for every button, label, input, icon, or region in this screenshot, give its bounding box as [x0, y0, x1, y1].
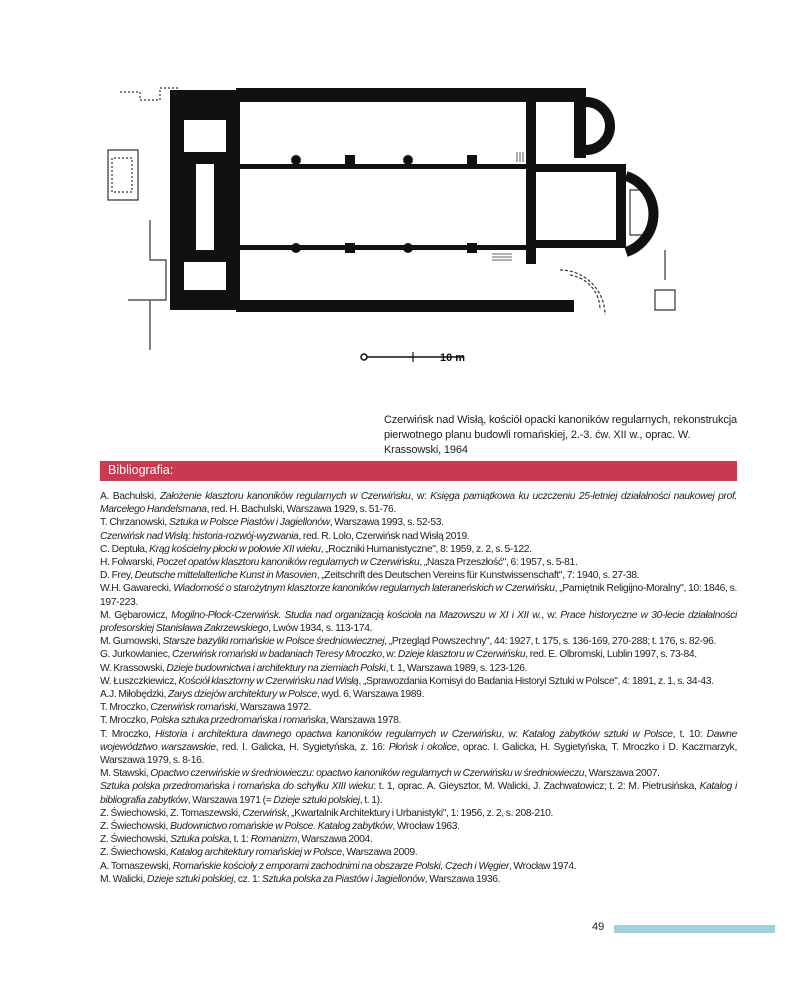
entry-title-italic: Deutsche mittelalterliche Kunst in Masovien	[134, 570, 317, 582]
bibliography-entry	[100, 543, 737, 556]
entry-text: , t. 1, Warszawa 1989, s. 123-126.	[385, 662, 528, 674]
entry-title-italic: Kościół klasztorny w Czerwińsku nad Wisłą	[178, 675, 359, 687]
entry-title-italic: Historia i architektura dawnego opactwa kanoników regularnych w Czerwińsku	[155, 728, 502, 740]
bibliography-heading-band	[100, 461, 737, 481]
entry-title-italic: Sztuka w Polsce Piastów i Jagiellonów	[168, 517, 330, 529]
entry-text: G. Jurkowlaniec,	[100, 649, 173, 661]
page-number: 49	[592, 921, 605, 933]
bibliography-entry	[100, 688, 737, 701]
entry-text: , „Zeitschrift des Deutschen Vereins für Kunstwissenschaft", 7: 1940, s. 27-38.	[316, 570, 640, 582]
bibliography-entry	[100, 648, 737, 661]
entry-text: , „Przegląd Powszechny", 44: 1927, t. 175, s. 136-169, 270-288; t. 176, s. 82-96.	[384, 636, 716, 648]
bibliography-entry	[100, 516, 737, 529]
entry-title-italic: Starsze bazyliki romańskie w Polsce średniowiecznej	[162, 636, 385, 648]
bibliography-entry	[100, 728, 737, 768]
entry-title-italic: Romanizm	[250, 834, 298, 846]
entry-title-italic: Sztuka polska za Piastów i Jagiellonów	[261, 873, 425, 885]
entry-text: T. Chrzanowski,	[100, 517, 169, 529]
entry-text: W. Łuszczkiewicz,	[100, 675, 179, 687]
entry-title-italic: Dzieje budownictwa i architektury na ziemiach Polski	[166, 662, 386, 674]
entry-text: , t. 10:	[672, 728, 707, 740]
bibliography-entry	[100, 609, 737, 635]
entry-title-italic: Budownictwo romańskie w Polsce. Katalog zabytków	[170, 821, 393, 833]
entry-title-italic: Opactwo czerwińskie w średniowieczu: opactwo kanoników regularnych w Czerwińsku w średniowieczu	[150, 768, 585, 780]
entry-text: , Warszawa 2007.	[584, 768, 660, 780]
entry-text: , wyd. 6, Warszawa 1989.	[316, 689, 424, 701]
bibliography-entry	[100, 662, 737, 675]
entry-text: M. Gumowski,	[100, 636, 163, 648]
entry-title-italic: Polska sztuka przedromańska i romańska	[150, 715, 326, 727]
bibliography-entry	[100, 582, 737, 608]
entry-text: , w:	[541, 609, 561, 621]
entry-text: W.H. Gawarecki,	[100, 583, 174, 595]
bibliography-entry	[100, 490, 737, 516]
bibliography-entry	[100, 833, 737, 846]
entry-title-italic: Dzieje sztuki polskiej	[273, 794, 360, 806]
entry-text: D. Frey,	[100, 570, 135, 582]
entry-text: , red. E. Olbromski, Lublin 1997, s. 73-84.	[525, 649, 697, 661]
figure-caption	[384, 413, 744, 458]
entry-text: , red. H. Bachulski, Warszawa 1929, s. 51-76.	[206, 504, 396, 516]
entry-title-italic: Poczet opatów klasztoru kanoników regularnych w Czerwińsku	[156, 557, 420, 569]
entry-text: , red. I. Galicka, H. Sygietyńska, z. 16:	[215, 741, 389, 753]
entry-text: , Warszawa 1971 (=	[187, 794, 274, 806]
nave-pillars	[291, 155, 477, 253]
bibliography-entry	[100, 701, 737, 714]
bibliography-entry	[100, 767, 737, 780]
entry-text: Z. Świechowski,	[100, 834, 171, 846]
bibliography-entry	[100, 675, 737, 688]
entry-title-italic: Wiadomość o starożytnym klasztorze kanoników regularnych lateraneńskich w Czerwińsku	[173, 583, 555, 595]
entry-title-italic: Płońsk i okolice	[388, 741, 457, 753]
entry-title-italic: Dzieje klasztoru w Czerwińsku	[397, 649, 526, 661]
bibliography-entry	[100, 569, 737, 582]
entry-text: , w:	[410, 491, 431, 502]
bibliography-entry	[100, 820, 737, 833]
entry-title-italic: Czerwińsk romański w badaniach Teresy Mroczko	[172, 649, 382, 661]
entry-title-italic: Księga pamiątkowa ku uczczeniu 25-letniej działalności naukowej prof. Marcelego Handelsmana	[100, 491, 737, 516]
entry-title-italic: Sztuka polska przedromańska i romańska do schyłku XIII wieku	[100, 781, 374, 793]
entry-title-italic: Prace historyczne w 30-lecie działalności profesorskiej Stanisława Zakrzewskiego	[100, 609, 737, 635]
bibliography-entry	[100, 846, 737, 859]
entry-text: T. Mroczko,	[100, 715, 151, 727]
entry-text: , Warszawa 2004.	[297, 834, 373, 846]
entry-title-italic: Katalog architektury romańskiej w Polsce	[170, 847, 342, 859]
entry-text: A.J. Miłobędzki,	[100, 689, 169, 701]
entry-text: , Warszawa 1978.	[325, 715, 402, 727]
entry-text: M. Gębarowicz,	[100, 609, 172, 621]
entry-title-italic: Zarys dziejów architektury w Polsce	[168, 689, 317, 701]
entry-text: C. Deptuła,	[100, 543, 150, 555]
entry-title-italic: Czerwińsk nad Wisłą: historia-rozwój-wyzwania	[100, 530, 299, 542]
entry-text: Z. Świechowski,	[100, 847, 171, 859]
scale-bar	[361, 352, 465, 364]
scale-label: 10 m	[440, 352, 466, 364]
entry-text: , Warszawa 1972.	[235, 702, 312, 714]
entry-title-italic: Katalog zabytków sztuki w Polsce	[522, 728, 673, 740]
bibliography-entry	[100, 780, 737, 806]
bibliography-heading: Bibliografia:	[108, 463, 174, 477]
entry-text: , Wrocław 1974.	[508, 860, 577, 872]
entry-text: , „Nasza Przeszłość", 6: 1957, s. 5-81.	[419, 557, 578, 569]
entry-title-italic: Czerwińsk romański	[150, 702, 236, 714]
bibliography-entry	[100, 556, 737, 569]
bibliography-entry	[100, 714, 737, 727]
page-accent-bar	[614, 925, 775, 933]
entry-text: T. Mroczko,	[100, 728, 156, 740]
entry-text: , Warszawa 1993, s. 52-53.	[329, 517, 444, 529]
entry-title-italic: Sztuka polska	[170, 834, 230, 846]
entry-text: , w:	[501, 728, 523, 740]
entry-text: , Lwów 1934, s. 113-174.	[268, 623, 373, 635]
entry-text: , Warszawa 2009.	[341, 847, 418, 859]
entry-text: , „Roczniki Humanistyczne", 8: 1959, z. 2, s. 5-122.	[320, 543, 532, 555]
entry-text: T. Mroczko,	[100, 702, 151, 714]
entry-text: , w:	[381, 649, 398, 661]
entry-text: , „Sprawozdania Komisyi do Badania Historyi Sztuki w Polsce", 4: 1891, z. 1, s. 34-43.	[358, 675, 714, 687]
entry-title-italic: Czerwińsk	[242, 807, 287, 819]
caption-line: pierwotnego planu budowli romańskiej, 2.-3. ćw. XII w., oprac. W. Krassowski, 1964	[384, 429, 691, 456]
entry-text: , t. 1).	[359, 794, 383, 806]
entry-text: M. Walicki,	[100, 873, 148, 885]
entry-text: , „Kwartalnik Architektury i Urbanistyki", 1: 1956, z. 2, s. 208-210.	[286, 807, 553, 819]
entry-title-italic: Katalog i bibliografia zabytków	[100, 781, 737, 806]
entry-title-italic: Dzieje sztuki polskiej	[147, 873, 234, 885]
caption-line: Czerwińsk nad Wisłą, kościół opacki kanoników regularnych, rekonstrukcja	[384, 414, 737, 426]
bibliography-entry	[100, 807, 737, 820]
entry-text: M. Stawski,	[100, 768, 151, 780]
entry-text: Z. Świechowski, Z. Tomaszewski,	[100, 807, 243, 819]
entry-text: Z. Świechowski,	[100, 821, 171, 833]
entry-title-italic: Mogilno-Płock-Czerwińsk. Studia nad organizacją kościoła na Mazowszu w XI i XII w.	[171, 609, 542, 621]
entry-text: W. Krassowski,	[100, 662, 167, 674]
entry-title-italic: Romańskie kościoły z emporami zachodnimi na obszarze Polski, Czech i Węgier	[172, 860, 509, 872]
bibliography-entry	[100, 860, 737, 873]
entry-text: , „Pamiętnik Religijno-Moralny", 10: 1846, s. 197-223.	[100, 583, 737, 608]
entry-text: , red. R. Lolo, Czerwińsk nad Wisłą 2019.	[298, 530, 470, 542]
entry-text: , oprac. I. Galicka, H. Sygietyńska, T. Mroczko i D. Kaczmarzyk, Warszawa 1979, s. 8-16.	[100, 741, 737, 767]
entry-text: A. Bachulski,	[100, 491, 160, 502]
bibliography-entry	[100, 635, 737, 648]
entry-title-italic: Dawne województwo warszawskie	[100, 728, 737, 753]
entry-text: A. Tomaszewski,	[100, 860, 173, 872]
entry-text: , cz. 1:	[233, 873, 262, 885]
entry-title-italic: Założenie klasztoru kanoników regularnych w Czerwińsku	[159, 491, 411, 502]
church-floor-plan-figure	[100, 80, 700, 390]
entry-text: , Warszawa 1936.	[424, 873, 501, 885]
bibliography-list	[100, 490, 737, 886]
entry-text: H. Folwarski,	[100, 557, 157, 569]
entry-text: , Wrocław 1963.	[392, 821, 460, 833]
entry-text: : t. 1, oprac. A. Gieysztor, M. Walicki, J. Zachwatowicz; t. 2: M. Pietrusińska,	[373, 781, 700, 793]
bibliography-entry	[100, 530, 737, 543]
entry-title-italic: Krąg kościelny płocki w połowie XII wieku	[149, 543, 321, 555]
entry-text: , t. 1:	[229, 834, 251, 846]
bibliography-entry	[100, 873, 737, 886]
